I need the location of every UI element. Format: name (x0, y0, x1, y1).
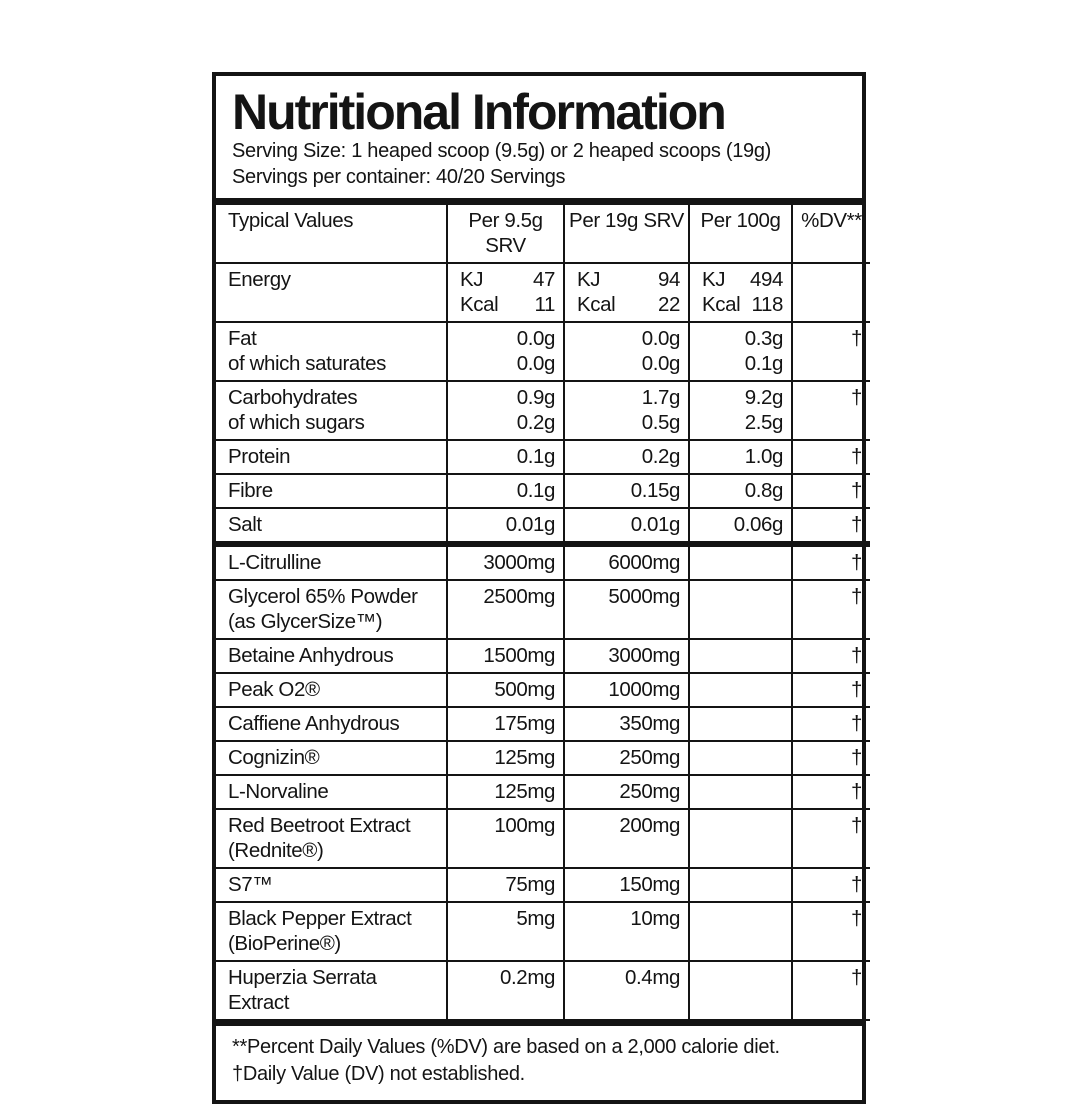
energy-line (702, 267, 783, 292)
value-cell (447, 544, 564, 580)
row-label-cell (216, 775, 447, 809)
footnotes (216, 1021, 862, 1100)
dv-cell: † (792, 707, 870, 741)
table-row-caffiene-anhydrous (216, 707, 870, 741)
value-cell (447, 639, 564, 673)
value-cell (447, 381, 564, 440)
value-cell (689, 902, 792, 961)
table-row-glycerol-65-powder (216, 580, 870, 639)
dv-cell: † (792, 381, 870, 440)
energy-value: 47 (532, 268, 555, 291)
row-label: S7™ (228, 873, 273, 896)
dv-cell: † (792, 673, 870, 707)
value-cell (564, 508, 689, 544)
value-cell (689, 961, 792, 1020)
nutrition-label (212, 72, 866, 1104)
row-label-cell (216, 868, 447, 902)
value-cell (447, 868, 564, 902)
title-block (216, 76, 862, 198)
value-cell (564, 673, 689, 707)
dv-cell: † (792, 580, 870, 639)
column-header-per-100g: Per 100g (689, 205, 792, 263)
value: 0.9g (516, 386, 555, 409)
value-cell (564, 961, 689, 1020)
footnote-percent-dv: **Percent Daily Values (%DV) are based on a 2,000 calorie diet. (232, 1036, 780, 1058)
value-cell (447, 580, 564, 639)
title-divider (216, 198, 862, 205)
column-header-dv: %DV** (792, 205, 870, 263)
value: 0.3g (744, 327, 783, 350)
row-label-cell (216, 580, 447, 639)
value: 500mg (494, 678, 555, 701)
table-row-fat (216, 322, 870, 381)
dv-cell: † (792, 544, 870, 580)
row-label-cell (216, 639, 447, 673)
page-title: Nutritional Information (232, 84, 725, 140)
value: 100mg (494, 814, 555, 837)
value: 1000mg (608, 678, 680, 701)
energy-unit: KJ (460, 268, 484, 291)
value-cell (564, 868, 689, 902)
value-cell (564, 741, 689, 775)
table-row-red-beetroot-extract (216, 809, 870, 868)
row-sub-label: of which saturates (228, 352, 387, 375)
table-row-protein (216, 440, 870, 474)
value-cell (689, 809, 792, 868)
footnote-dv-not-established: †Daily Value (DV) not established. (232, 1063, 525, 1085)
row-label-cell (216, 809, 447, 868)
row-label-cell (216, 440, 447, 474)
table-row-huperzia-serrata-extract (216, 961, 870, 1020)
value: 0.2g (641, 445, 680, 468)
value-cell (447, 440, 564, 474)
row-label-line2: (as GlycerSize™) (228, 610, 383, 633)
sub-value: 0.0g (641, 352, 680, 375)
value: 1.7g (641, 386, 680, 409)
serving-size-text: Serving Size: 1 heaped scoop (9.5g) or 2 heaped scoops (19g) (232, 140, 772, 162)
row-label: L-Citrulline (228, 551, 322, 574)
column-header-per-9-5g: Per 9.5g SRV (447, 205, 564, 263)
row-label: Red Beetroot Extract (228, 814, 411, 837)
table-row-carbohydrates (216, 381, 870, 440)
energy-unit: KJ (577, 268, 601, 291)
nutrition-table (216, 205, 870, 1021)
row-sub-label: of which sugars (228, 411, 365, 434)
value: 150mg (619, 873, 680, 896)
value: 250mg (619, 746, 680, 769)
dv-cell: † (792, 440, 870, 474)
value: 10mg (630, 907, 680, 930)
value-cell (689, 868, 792, 902)
value: 0.0g (516, 327, 555, 350)
value: 0.1g (516, 445, 555, 468)
row-label: Protein (228, 445, 291, 468)
value-cell (564, 440, 689, 474)
row-label-cell (216, 741, 447, 775)
value-cell (689, 741, 792, 775)
value: 3000mg (483, 551, 555, 574)
value-cell (447, 902, 564, 961)
row-label: Salt (228, 513, 262, 536)
value-cell (447, 809, 564, 868)
value-cell (689, 381, 792, 440)
sub-value: 0.2g (516, 411, 555, 434)
value: 175mg (494, 712, 555, 735)
row-label-cell (216, 508, 447, 544)
table-header-row (216, 205, 870, 263)
row-label: Peak O2® (228, 678, 320, 701)
sub-value: 0.5g (641, 411, 680, 434)
value-cell (564, 381, 689, 440)
table-row-cognizin (216, 741, 870, 775)
row-label: Huperzia Serrata Extract (228, 966, 377, 1014)
row-label: Energy (228, 268, 291, 291)
row-label-cell (216, 322, 447, 381)
energy-value: 118 (751, 293, 783, 316)
energy-line (460, 267, 555, 292)
value: 250mg (619, 780, 680, 803)
row-label: Cognizin® (228, 746, 320, 769)
energy-unit: KJ (702, 268, 726, 291)
table-row-s7 (216, 868, 870, 902)
energy-value: 94 (657, 268, 680, 291)
energy-value: 494 (749, 268, 783, 291)
row-label-cell (216, 961, 447, 1020)
value: 0.01g (630, 513, 680, 536)
value-cell (447, 474, 564, 508)
value-cell (447, 741, 564, 775)
value: 3000mg (608, 644, 680, 667)
column-header-per-19g: Per 19g SRV (564, 205, 689, 263)
servings-per-container-text: Servings per container: 40/20 Servings (232, 166, 566, 188)
value: 0.1g (516, 479, 555, 502)
table-row-betaine-anhydrous (216, 639, 870, 673)
row-label-line2: (BioPerine®) (228, 932, 341, 955)
row-label-cell (216, 902, 447, 961)
dv-cell: † (792, 809, 870, 868)
value: 9.2g (744, 386, 783, 409)
row-label: L-Norvaline (228, 780, 329, 803)
value-cell (564, 639, 689, 673)
row-label-line2: (Rednite®) (228, 839, 324, 862)
value-cell (564, 707, 689, 741)
value: 125mg (494, 780, 555, 803)
energy-unit: Kcal (702, 293, 741, 316)
energy-unit: Kcal (577, 293, 616, 316)
value-cell (564, 474, 689, 508)
table-row-l-citrulline (216, 544, 870, 580)
value-cell (689, 673, 792, 707)
value-cell (564, 580, 689, 639)
table-row-black-pepper-extract (216, 902, 870, 961)
value-cell (689, 474, 792, 508)
value: 0.15g (630, 479, 680, 502)
row-label: Glycerol 65% Powder (228, 585, 418, 608)
value: 0.06g (733, 513, 783, 536)
row-label-cell (216, 673, 447, 707)
table-row-salt (216, 508, 870, 544)
row-label: Fibre (228, 479, 273, 502)
value: 75mg (505, 873, 555, 896)
dv-cell (792, 263, 870, 322)
table-row-fibre (216, 474, 870, 508)
value: 6000mg (608, 551, 680, 574)
table-row-l-norvaline (216, 775, 870, 809)
column-header-typical-values: Typical Values (216, 205, 447, 263)
row-label: Caffiene Anhydrous (228, 712, 400, 735)
value: 0.01g (505, 513, 555, 536)
row-label: Fat (228, 327, 257, 350)
value-cell (689, 440, 792, 474)
energy-value: 22 (657, 293, 680, 316)
value: 5000mg (608, 585, 680, 608)
value-cell (447, 707, 564, 741)
row-label-cell (216, 707, 447, 741)
dv-cell: † (792, 322, 870, 381)
dv-cell: † (792, 868, 870, 902)
dv-cell: † (792, 474, 870, 508)
dv-cell: † (792, 961, 870, 1020)
value: 350mg (619, 712, 680, 735)
row-label-cell (216, 544, 447, 580)
value-cell (689, 707, 792, 741)
table-row-energy (216, 263, 870, 322)
value-cell (447, 775, 564, 809)
energy-value-cell (447, 263, 564, 322)
value-cell (447, 961, 564, 1020)
value-cell (564, 544, 689, 580)
value-cell (689, 508, 792, 544)
energy-line (577, 292, 680, 317)
value: 0.2mg (500, 966, 555, 989)
dv-cell: † (792, 508, 870, 544)
energy-line (460, 292, 555, 317)
value-cell (564, 809, 689, 868)
value: 200mg (619, 814, 680, 837)
energy-value-cell (689, 263, 792, 322)
sub-value: 0.0g (516, 352, 555, 375)
value-cell (689, 639, 792, 673)
energy-value: 11 (534, 293, 555, 316)
value: 0.0g (641, 327, 680, 350)
energy-line (577, 267, 680, 292)
energy-value-cell (564, 263, 689, 322)
value: 1500mg (483, 644, 555, 667)
value-cell (447, 322, 564, 381)
value-cell (689, 580, 792, 639)
dv-cell: † (792, 639, 870, 673)
row-label-cell (216, 474, 447, 508)
sub-value: 0.1g (744, 352, 783, 375)
value-cell (447, 673, 564, 707)
value-cell (564, 322, 689, 381)
sub-value: 2.5g (744, 411, 783, 434)
row-label-cell (216, 381, 447, 440)
value-cell (689, 544, 792, 580)
value: 0.4mg (625, 966, 680, 989)
dv-cell: † (792, 775, 870, 809)
value: 5mg (516, 907, 555, 930)
row-label: Black Pepper Extract (228, 907, 412, 930)
table-row-peak-o2 (216, 673, 870, 707)
dv-cell: † (792, 902, 870, 961)
value: 1.0g (744, 445, 783, 468)
row-label-cell (216, 263, 447, 322)
value-cell (564, 902, 689, 961)
dv-cell: † (792, 741, 870, 775)
value-cell (564, 775, 689, 809)
value: 125mg (494, 746, 555, 769)
value: 2500mg (483, 585, 555, 608)
row-label: Betaine Anhydrous (228, 644, 394, 667)
row-label: Carbohydrates (228, 386, 358, 409)
value-cell (689, 775, 792, 809)
value-cell (447, 508, 564, 544)
energy-unit: Kcal (460, 293, 499, 316)
energy-line (702, 292, 783, 317)
value-cell (689, 322, 792, 381)
value: 0.8g (744, 479, 783, 502)
